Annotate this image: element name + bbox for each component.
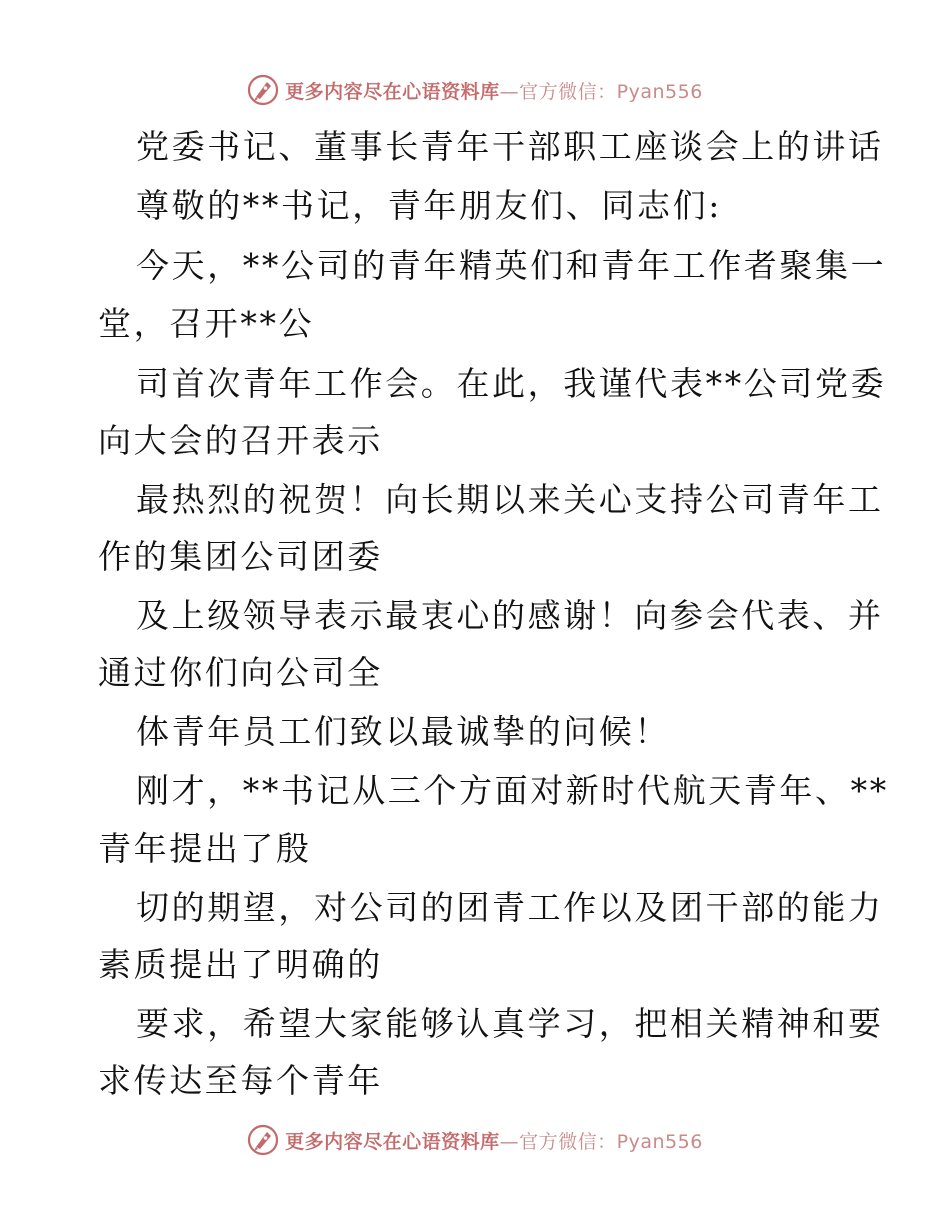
paragraph-line: 最热烈的祝贺！向长期以来关心支持公司青年工 [136, 480, 884, 519]
paragraph-line: 刚才，**书记从三个方面对新时代航天青年、** [136, 771, 889, 810]
salutation-line: 尊敬的**书记，青年朋友们、同志们: [136, 186, 722, 225]
pen-nib-logo-icon [247, 74, 279, 106]
paragraph-line: 青年提出了殷 [98, 829, 312, 868]
document-title: 党委书记、董事长青年干部职工座谈会上的讲话 [136, 127, 884, 166]
watermark-text: 更多内容尽在心语资料库—官方微信：Pyan556 [285, 80, 703, 103]
paragraph-line: 作的集团公司团委 [98, 537, 383, 576]
paragraph-line: 体青年员工们致以最诚挚的问候！ [136, 712, 670, 751]
paragraph-line: 堂，召开**公 [98, 304, 315, 343]
paragraph-line: 要求，希望大家能够认真学习，把相关精神和要 [136, 1004, 884, 1043]
paragraph-line: 切的期望，对公司的团青工作以及团干部的能力 [136, 888, 884, 927]
paragraph-line: 向大会的召开表示 [98, 421, 383, 460]
paragraph-line: 司首次青年工作会。在此，我谨代表**公司党委 [136, 364, 887, 403]
pen-nib-logo-icon [247, 1124, 279, 1156]
paragraph-line: 通过你们向公司全 [98, 653, 383, 692]
paragraph-line: 及上级领导表示最衷心的感谢！向参会代表、并 [136, 596, 884, 635]
header-watermark [0, 70, 950, 110]
footer-watermark [0, 1120, 950, 1160]
paragraph-line: 求传达至每个青年 [98, 1061, 383, 1100]
watermark-text: 更多内容尽在心语资料库—官方微信：Pyan556 [285, 1130, 703, 1153]
paragraph-line: 今天，**公司的青年精英们和青年工作者聚集一 [136, 246, 887, 285]
paragraph-line: 素质提出了明确的 [98, 945, 383, 984]
